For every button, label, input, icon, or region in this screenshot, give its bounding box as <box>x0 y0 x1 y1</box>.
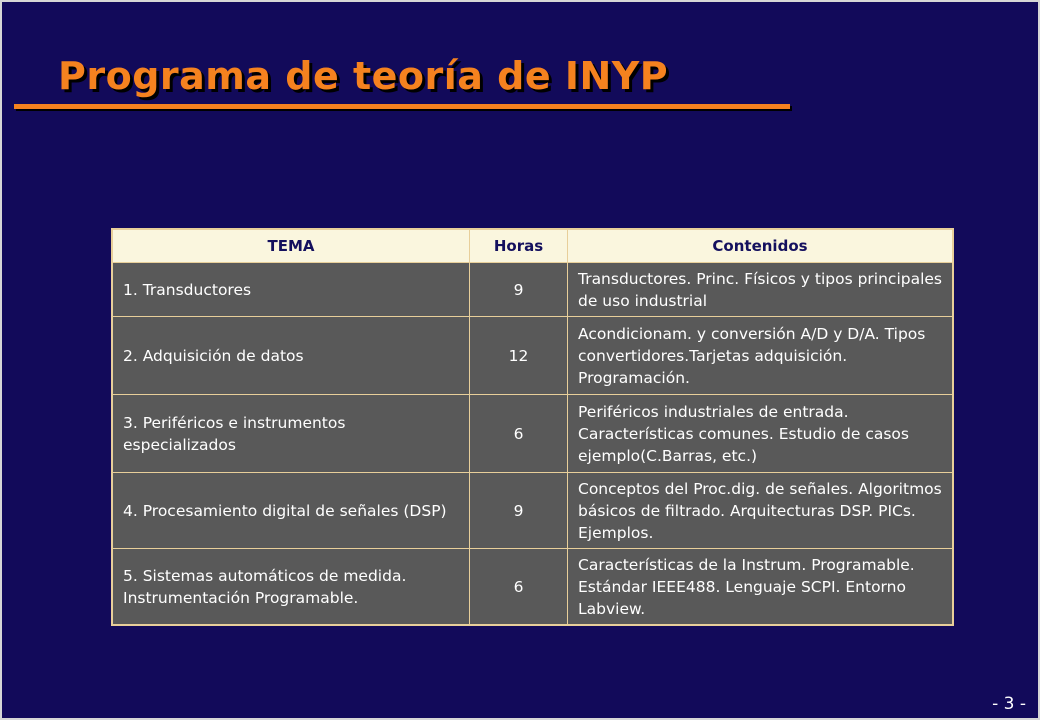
syllabus-table <box>112 229 953 625</box>
cell-horas: 9 <box>470 473 568 549</box>
slide-title: Programa de teoría de INYP <box>58 54 669 98</box>
cell-horas: 6 <box>470 395 568 473</box>
table-row <box>113 317 953 395</box>
title-underline <box>14 104 790 109</box>
table-row <box>113 395 953 473</box>
cell-contenidos: Periféricos industriales de entrada. Características comunes. Estudio de casos ejemplo(C.Barras, etc.) <box>568 395 953 473</box>
cell-contenidos: Conceptos del Proc.dig. de señales. Algoritmos básicos de filtrado. Arquitecturas DSP. PICs. Ejemplos. <box>568 473 953 549</box>
cell-tema: 4. Procesamiento digital de señales (DSP) <box>113 473 470 549</box>
table-row <box>113 263 953 317</box>
cell-tema: 2. Adquisición de datos <box>113 317 470 395</box>
header-contenidos: Contenidos <box>568 230 953 263</box>
cell-tema: 1. Transductores <box>113 263 470 317</box>
header-horas: Horas <box>470 230 568 263</box>
cell-contenidos: Características de la Instrum. Programable. Estándar IEEE488. Lenguaje SCPI. Entorno Labview. <box>568 549 953 625</box>
cell-contenidos: Transductores. Princ. Físicos y tipos principales de uso industrial <box>568 263 953 317</box>
cell-tema: 3. Periféricos e instrumentos especializados <box>113 395 470 473</box>
cell-horas: 9 <box>470 263 568 317</box>
cell-tema: 5. Sistemas automáticos de medida. Instrumentación Programable. <box>113 549 470 625</box>
table-row <box>113 473 953 549</box>
table-header-row <box>113 230 953 263</box>
cell-horas: 12 <box>470 317 568 395</box>
cell-horas: 6 <box>470 549 568 625</box>
header-tema: TEMA <box>113 230 470 263</box>
table-row <box>113 549 953 625</box>
cell-contenidos: Acondicionam. y conversión A/D y D/A. Tipos convertidores.Tarjetas adquisición. Programación. <box>568 317 953 395</box>
page-number: - 3 - <box>992 694 1026 714</box>
